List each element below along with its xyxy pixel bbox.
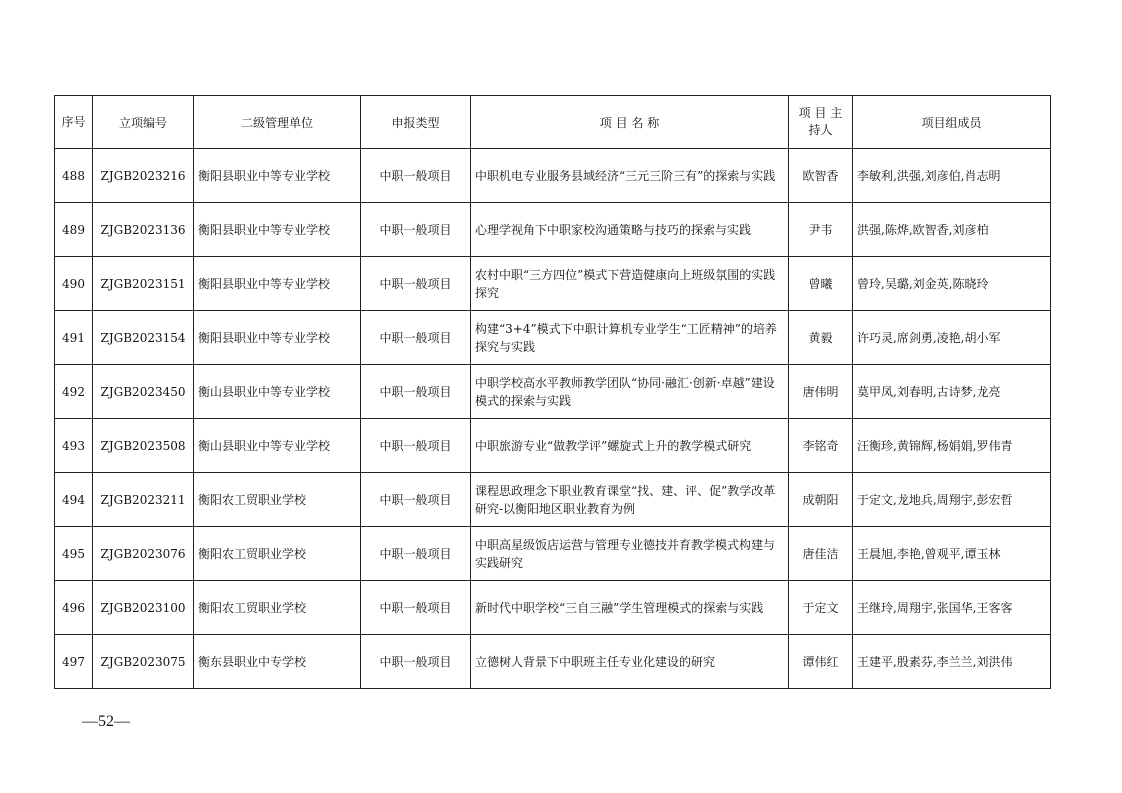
table-row — [55, 203, 1051, 257]
cell-host: 唐佳洁 — [789, 527, 853, 581]
cell-members: 王建平,殷素芬,李兰兰,刘洪伟 — [853, 635, 1051, 689]
cell-unit: 衡阳农工贸职业学校 — [194, 527, 361, 581]
cell-host: 黄毅 — [789, 311, 853, 365]
cell-seq: 491 — [55, 311, 93, 365]
cell-code: ZJGB2023136 — [93, 203, 194, 257]
cell-project-name: 农村中职“三方四位”模式下营造健康向上班级氛围的实践探究 — [471, 257, 789, 311]
page-number: —52— — [82, 713, 130, 730]
cell-type: 中职一般项目 — [361, 149, 471, 203]
cell-code: ZJGB2023100 — [93, 581, 194, 635]
cell-code: ZJGB2023211 — [93, 473, 194, 527]
cell-members: 于定文,龙地兵,周翔宇,彭宏哲 — [853, 473, 1051, 527]
cell-host: 谭伟红 — [789, 635, 853, 689]
cell-unit: 衡阳县职业中等专业学校 — [194, 149, 361, 203]
cell-project-name: 中职机电专业服务县域经济“三元三阶三有”的探索与实践 — [471, 149, 789, 203]
cell-project-name: 课程思政理念下职业教育课堂“找、建、评、促”教学改革研究-以衡阳地区职业教育为例 — [471, 473, 789, 527]
cell-project-name: 中职学校高水平教师教学团队“协同·融汇·创新·卓越”建设模式的探索与实践 — [471, 365, 789, 419]
cell-code: ZJGB2023450 — [93, 365, 194, 419]
cell-code: ZJGB2023076 — [93, 527, 194, 581]
cell-seq: 493 — [55, 419, 93, 473]
cell-unit: 衡阳县职业中等专业学校 — [194, 257, 361, 311]
table-row — [55, 149, 1051, 203]
cell-type: 中职一般项目 — [361, 257, 471, 311]
cell-seq: 488 — [55, 149, 93, 203]
cell-type: 中职一般项目 — [361, 473, 471, 527]
cell-project-name: 新时代中职学校“三自三融”学生管理模式的探索与实践 — [471, 581, 789, 635]
cell-type: 中职一般项目 — [361, 635, 471, 689]
header-host: 项 目 主持人 — [789, 96, 853, 149]
cell-host: 于定文 — [789, 581, 853, 635]
cell-project-name: 构建“3+4”模式下中职计算机专业学生“工匠精神”的培养探究与实践 — [471, 311, 789, 365]
header-type: 申报类型 — [361, 96, 471, 149]
table-row — [55, 311, 1051, 365]
table-header-row — [55, 96, 1051, 149]
cell-host: 欧智香 — [789, 149, 853, 203]
cell-unit: 衡阳县职业中等专业学校 — [194, 203, 361, 257]
cell-members: 王晨旭,李艳,曾观平,谭玉林 — [853, 527, 1051, 581]
header-name: 项 目 名 称 — [471, 96, 789, 149]
table-row — [55, 473, 1051, 527]
cell-seq: 490 — [55, 257, 93, 311]
cell-unit: 衡阳农工贸职业学校 — [194, 473, 361, 527]
cell-members: 王继玲,周翔宇,张国华,王客客 — [853, 581, 1051, 635]
cell-project-name: 中职高星级饭店运营与管理专业德技并育教学模式构建与实践研究 — [471, 527, 789, 581]
cell-code: ZJGB2023075 — [93, 635, 194, 689]
cell-host: 尹韦 — [789, 203, 853, 257]
header-members: 项目组成员 — [853, 96, 1051, 149]
cell-seq: 497 — [55, 635, 93, 689]
cell-host: 李铭奇 — [789, 419, 853, 473]
cell-host: 唐伟明 — [789, 365, 853, 419]
header-seq: 序号 — [55, 96, 93, 149]
cell-type: 中职一般项目 — [361, 365, 471, 419]
cell-project-name: 中职旅游专业“做教学评”螺旋式上升的教学模式研究 — [471, 419, 789, 473]
cell-members: 许巧灵,席剑勇,凌艳,胡小军 — [853, 311, 1051, 365]
cell-host: 成朝阳 — [789, 473, 853, 527]
table-row — [55, 635, 1051, 689]
cell-code: ZJGB2023151 — [93, 257, 194, 311]
cell-project-name: 立德树人背景下中职班主任专业化建设的研究 — [471, 635, 789, 689]
cell-unit: 衡山县职业中等专业学校 — [194, 365, 361, 419]
table-row — [55, 419, 1051, 473]
cell-seq: 492 — [55, 365, 93, 419]
header-code: 立项编号 — [93, 96, 194, 149]
header-unit: 二级管理单位 — [194, 96, 361, 149]
cell-unit: 衡山县职业中等专业学校 — [194, 419, 361, 473]
cell-members: 曾玲,吴璐,刘金英,陈晓玲 — [853, 257, 1051, 311]
cell-code: ZJGB2023216 — [93, 149, 194, 203]
cell-type: 中职一般项目 — [361, 419, 471, 473]
cell-members: 莫甲凤,刘春明,古诗梦,龙亮 — [853, 365, 1051, 419]
cell-code: ZJGB2023508 — [93, 419, 194, 473]
cell-seq: 489 — [55, 203, 93, 257]
project-table — [54, 95, 1051, 689]
cell-unit: 衡阳农工贸职业学校 — [194, 581, 361, 635]
cell-type: 中职一般项目 — [361, 527, 471, 581]
cell-type: 中职一般项目 — [361, 581, 471, 635]
cell-members: 汪衡珍,黄锦辉,杨娟娟,罗伟青 — [853, 419, 1051, 473]
cell-project-name: 心理学视角下中职家校沟通策略与技巧的探索与实践 — [471, 203, 789, 257]
cell-members: 李敏利,洪强,刘彦伯,肖志明 — [853, 149, 1051, 203]
cell-type: 中职一般项目 — [361, 311, 471, 365]
table-row — [55, 365, 1051, 419]
cell-members: 洪强,陈烨,欧智香,刘彦柏 — [853, 203, 1051, 257]
cell-seq: 495 — [55, 527, 93, 581]
cell-code: ZJGB2023154 — [93, 311, 194, 365]
cell-type: 中职一般项目 — [361, 203, 471, 257]
table-row — [55, 581, 1051, 635]
table-row — [55, 257, 1051, 311]
cell-seq: 494 — [55, 473, 93, 527]
cell-seq: 496 — [55, 581, 93, 635]
cell-unit: 衡阳县职业中等专业学校 — [194, 311, 361, 365]
table-row — [55, 527, 1051, 581]
cell-unit: 衡东县职业中专学校 — [194, 635, 361, 689]
cell-host: 曾曦 — [789, 257, 853, 311]
